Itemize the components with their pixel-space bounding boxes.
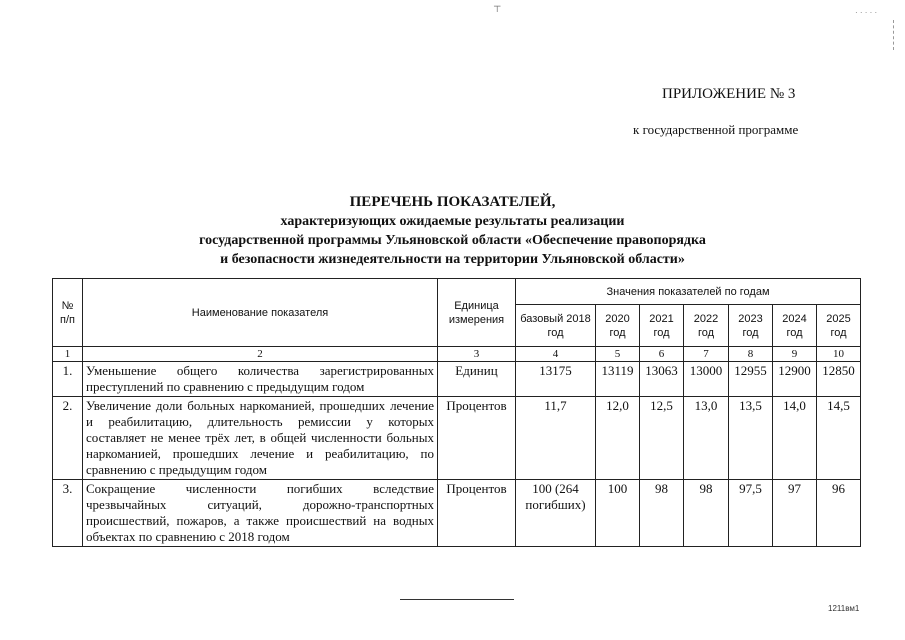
heading-line-3: государственной программы Ульяновской области «Обеспечение правопорядка: [199, 233, 706, 248]
column-number: 7: [684, 347, 729, 362]
scan-edge-mark: [893, 20, 896, 50]
header-year-2025: 2025 год: [817, 305, 861, 347]
column-number: 1: [53, 347, 83, 362]
heading-line-4: и безопасности жизнедеятельности на территории Ульяновской области»: [220, 252, 685, 267]
row-value: 97,5: [729, 480, 773, 547]
scan-dots: · · · · ·: [855, 8, 878, 17]
column-number-row: [53, 347, 861, 362]
row-value: 12850: [817, 362, 861, 397]
header-year-2023: 2023 год: [729, 305, 773, 347]
table-row: [53, 362, 861, 397]
row-unit: Единиц: [438, 362, 516, 397]
row-value: 12,5: [640, 397, 684, 480]
column-number: 9: [773, 347, 817, 362]
row-value: 98: [684, 480, 729, 547]
table-row: [53, 480, 861, 547]
appendix-title: ПРИЛОЖЕНИЕ № 3: [662, 86, 796, 102]
row-unit: Процентов: [438, 397, 516, 480]
row-unit: Процентов: [438, 480, 516, 547]
header-base-year: базовый 2018 год: [516, 305, 596, 347]
column-number: 5: [596, 347, 640, 362]
column-number: 6: [640, 347, 684, 362]
indicators-table: [52, 278, 861, 547]
header-unit: Единица измерения: [438, 279, 516, 347]
row-name: Уменьшение общего количества зарегистрированных преступлений по сравнению с предыдущим годом: [83, 362, 438, 397]
row-value: 100: [596, 480, 640, 547]
header-num: № п/п: [53, 279, 83, 347]
header-year-2020: 2020 год: [596, 305, 640, 347]
row-name: Увеличение доли больных наркоманией, прошедших лечение и реабилитацию, длительность ремиссии у которых составляет не менее трёх лет, в общей численности больных наркоманией, прошедших лечение и реабилитацию, по сравнению с предыдущим годом: [83, 397, 438, 480]
scan-mark: ⊤: [493, 4, 502, 14]
row-num: 3.: [53, 480, 83, 547]
row-value: 13063: [640, 362, 684, 397]
column-number: 8: [729, 347, 773, 362]
header-year-2022: 2022 год: [684, 305, 729, 347]
row-value: 14,0: [773, 397, 817, 480]
row-name: Сокращение численности погибших вследствие чрезвычайных ситуаций, дорожно-транспортных происшествий, пожаров, а также происшествий на водных объектах по сравнению с 2018 годом: [83, 480, 438, 547]
row-base: 11,7: [516, 397, 596, 480]
table-row: [53, 397, 861, 480]
column-number: 3: [438, 347, 516, 362]
row-value: 12900: [773, 362, 817, 397]
row-value: 12,0: [596, 397, 640, 480]
row-num: 2.: [53, 397, 83, 480]
column-number: 2: [83, 347, 438, 362]
document-heading: [0, 193, 905, 269]
row-value: 12955: [729, 362, 773, 397]
heading-line-2: характеризующих ожидаемые результаты реализации: [280, 214, 625, 229]
footnote-divider: [400, 599, 514, 600]
column-number: 10: [817, 347, 861, 362]
document-code: 1211вм1: [828, 604, 860, 613]
header-name: Наименование показателя: [83, 279, 438, 347]
row-value: 96: [817, 480, 861, 547]
row-num: 1.: [53, 362, 83, 397]
row-value: 13000: [684, 362, 729, 397]
row-value: 97: [773, 480, 817, 547]
row-value: 13,5: [729, 397, 773, 480]
appendix-subtitle: к государственной программе: [633, 122, 799, 137]
header-year-2021: 2021 год: [640, 305, 684, 347]
heading-line-1: ПЕРЕЧЕНЬ ПОКАЗАТЕЛЕЙ,: [349, 194, 556, 210]
header-values-group: Значения показателей по годам: [516, 279, 861, 305]
row-value: 98: [640, 480, 684, 547]
header-year-2024: 2024 год: [773, 305, 817, 347]
row-value: 13119: [596, 362, 640, 397]
row-base: 100 (264 погибших): [516, 480, 596, 547]
row-value: 14,5: [817, 397, 861, 480]
column-number: 4: [516, 347, 596, 362]
row-value: 13,0: [684, 397, 729, 480]
row-base: 13175: [516, 362, 596, 397]
